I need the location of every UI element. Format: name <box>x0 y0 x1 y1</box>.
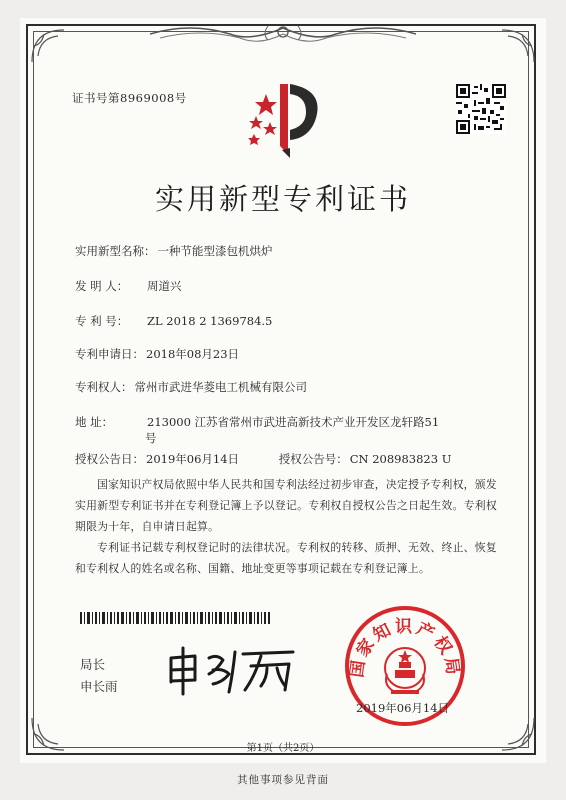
patent-office-logo <box>246 76 326 158</box>
grant-number-value: CN 208983823 U <box>349 452 452 466</box>
utility-model-name-label: 实用新型名称： <box>75 244 156 258</box>
filing-date-value: 2018年08月23日 <box>146 347 240 361</box>
patent-number-row <box>75 313 272 329</box>
barcode <box>80 612 270 624</box>
inventor-label: 发 明 人： <box>75 279 129 293</box>
legal-paragraph-2: 专利证书记载专利权登记时的法律状况。专利权的转移、质押、无效、终止、恢复和专利权人的姓名或名称、国籍、地址变更等事项记载在专利登记簿上。 <box>75 541 497 575</box>
filing-date-label: 专利申请日： <box>75 347 144 361</box>
grant-date-label: 授权公告日： <box>75 452 144 466</box>
utility-model-name-value: 一种节能型漆包机烘炉 <box>157 244 273 258</box>
filing-date-row <box>75 346 239 362</box>
seal-date: 2019年06月14日 <box>356 701 450 715</box>
seal-text: 国家知识产权局 <box>347 617 463 679</box>
page-indicator: 第1页（共2页） <box>246 743 320 754</box>
patent-number-value: ZL 2018 2 1369784.5 <box>147 314 273 328</box>
patentee-value: 常州市武进华菱电工机械有限公司 <box>134 380 307 394</box>
address-label: 地 址： <box>75 415 114 429</box>
grant-number-label: 授权公告号： <box>278 452 348 466</box>
address-value-line2: 号 <box>145 431 157 445</box>
certificate-title: 实用新型专利证书 <box>154 182 411 216</box>
patent-number-label: 专 利 号： <box>75 314 129 328</box>
address-row <box>75 414 439 430</box>
qr-code <box>456 84 506 134</box>
grant-row <box>75 451 451 467</box>
utility-model-name-row <box>75 243 273 259</box>
grant-date-value: 2019年06月14日 <box>146 452 240 466</box>
address-line2-row <box>145 430 157 446</box>
corner-ornament-tr <box>498 26 538 66</box>
director-signature <box>165 644 300 696</box>
corner-ornament-tl <box>28 26 68 66</box>
footer-note: 其他事项参见背面 <box>237 774 329 786</box>
certificate-number: 证书号第8969008号 <box>72 91 187 105</box>
legal-paragraph-1: 国家知识产权局依照中华人民共和国专利法经过初步审查，决定授予专利权，颁发实用新型专利证书并在专利登记簿上予以登记。专利权自授权公告之日起生效。专利权期限为十年，自申请日起算。 <box>75 478 497 533</box>
patentee-label: 专利权人： <box>75 380 133 394</box>
inventor-row <box>75 278 182 294</box>
top-ornament <box>150 20 416 48</box>
inventor-value: 周道兴 <box>147 279 182 293</box>
patentee-row <box>75 379 307 395</box>
director-title: 局长 <box>80 657 106 672</box>
address-value-line1: 213000 江苏省常州市武进高新技术产业开发区龙轩路51 <box>147 415 440 429</box>
director-name: 申长雨 <box>80 679 118 694</box>
